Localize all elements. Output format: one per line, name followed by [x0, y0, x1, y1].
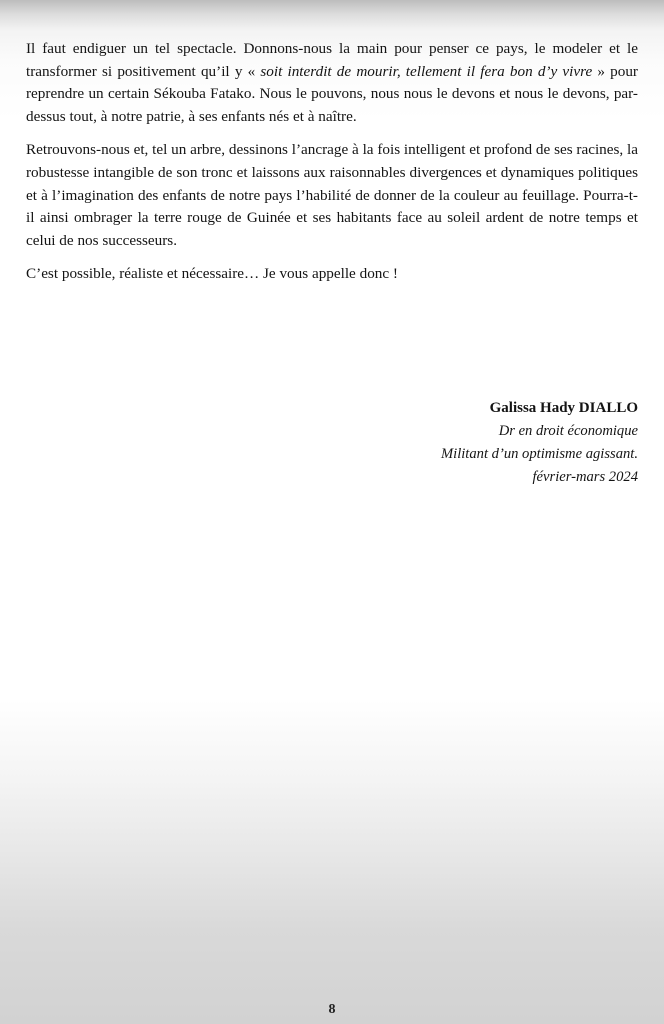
paragraph-call-to-action: [26, 38, 638, 128]
page-number: 8: [328, 1002, 336, 1017]
document-date: février-mars 2024: [532, 469, 638, 485]
author-name: Galissa Hady DIALLO: [489, 400, 638, 416]
paragraph-1-text-start: Il faut endiguer un tel spectacle. Donnons-nous la main pour penser ce pays, le modeler et le transformer si positivement qu’il y «: [26, 40, 638, 80]
author-motto: Militant d’un optimisme agissant.: [440, 446, 638, 462]
quotation-fatako: soit interdit de mourir, tellement il fera bon d’y vivre: [260, 62, 593, 80]
paragraph-tree-metaphor: Retrouvons-nous et, tel un arbre, dessinons l’ancrage à la fois intelligent et profond de ses racines, la robustesse intangible de son tronc et laissons aux raisonnables divergences et dynamiques politiques et à l’imagination des enfants de notre pays l’habilité de donner de la couleur au feuillage. Pourra-t-il ainsi ombrager la terre rouge de Guinée et ses habitants face au soleil ardent de notre temps et celui de nos successeurs.: [26, 141, 638, 249]
paragraph-1-text-end: » pour reprendre un certain Sékouba Fatako. Nous le pouvons, nous nous le devons et nous le devons, par-dessus tout, à notre patrie, à ses enfants nés et à naître.: [26, 62, 638, 125]
author-title: Dr en droit économique: [498, 423, 638, 439]
paragraph-closing: C’est possible, réaliste et nécessaire… Je vous appelle donc !: [26, 265, 398, 283]
signature-block: [441, 397, 638, 489]
document-body: [26, 38, 638, 297]
